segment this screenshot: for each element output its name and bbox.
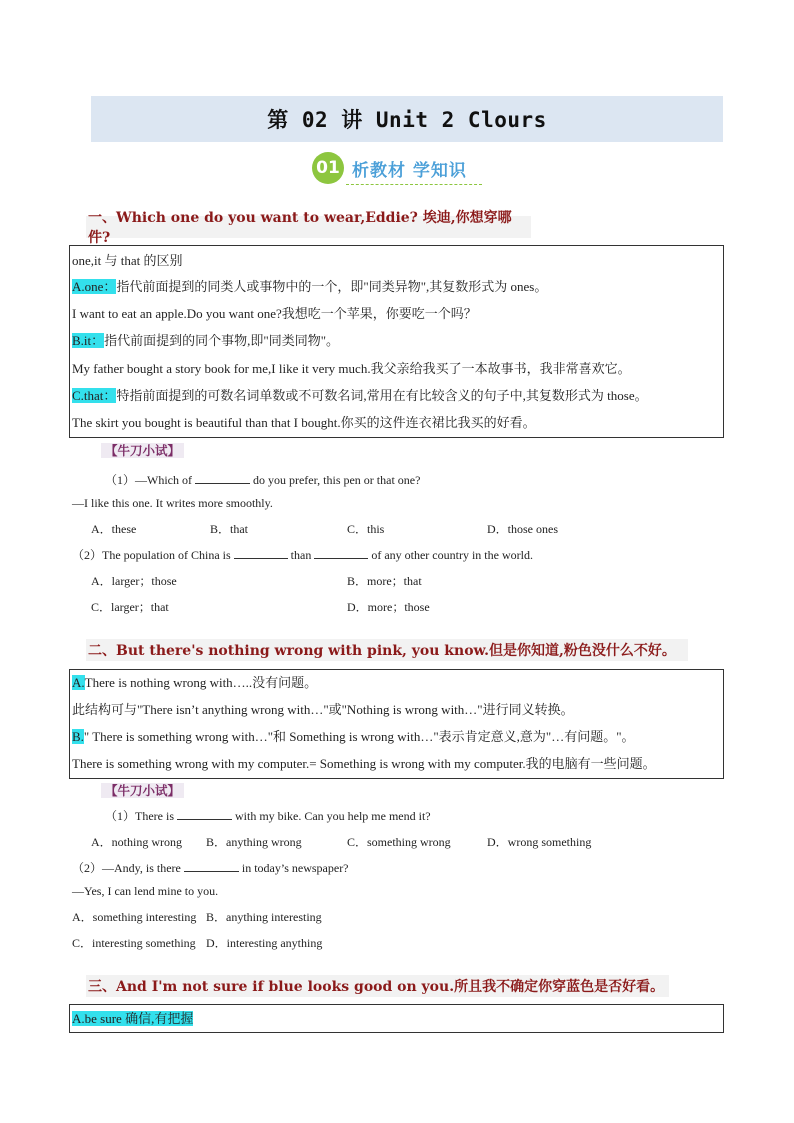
s2-q1-blank[interactable]: [177, 809, 232, 820]
s2-line-2: B." There is something wrong with…"和 Something is wrong with…"表示肯定意义,意为"…有问题。"。: [72, 729, 635, 744]
s2-q2: （2）—Andy, is there in today’s newspaper?: [72, 861, 349, 875]
badge-number: 01: [312, 152, 344, 184]
s1-q2-option-a[interactable]: A．larger；those: [91, 574, 177, 588]
s1-line-6: The skirt you bought is beautiful than that I bought.你买的这件连衣裙比我买的好看。: [72, 415, 536, 430]
s2-line-1: 此结构可与"There isn’t anything wrong with…"或"Nothing is wrong with…"进行同义转换。: [72, 702, 574, 717]
s1-line-3: B.it：指代前面提到的同个事物,即"同类同物"。: [72, 333, 340, 348]
s2-q2-option-d[interactable]: D．interesting anything: [206, 936, 323, 950]
s1-q1-reply: —I like this one. It writes more smoothly.: [72, 496, 273, 510]
lesson-title-banner: [91, 96, 723, 142]
s2-q1-option-d[interactable]: D．wrong something: [487, 835, 592, 849]
s2-q2-reply: —Yes, I can lend mine to you.: [72, 884, 219, 898]
s1-q1: （1）—Which of do you prefer, this pen or that one?: [105, 473, 421, 487]
s2-q2-option-b[interactable]: B．anything interesting: [206, 910, 322, 924]
s1-line-4: My father bought a story book for me,I like it very much.我父亲给我买了一本故事书，我非常喜欢它。: [72, 361, 631, 376]
s2-q1-option-b[interactable]: B．anything wrong: [206, 835, 302, 849]
s1-q1-option-a[interactable]: A．these: [91, 522, 137, 536]
s2-q2-blank[interactable]: [184, 861, 239, 872]
badge-underline: [346, 184, 482, 185]
s1-q2-blank-2[interactable]: [314, 548, 368, 559]
s2-q2-option-c[interactable]: C．interesting something: [72, 936, 196, 950]
s1-q1-blank[interactable]: [195, 473, 250, 484]
s1-q2-option-b[interactable]: B．more；that: [347, 574, 422, 588]
section2-trial-label: 【牛刀小试】: [101, 781, 184, 799]
section-badge: [312, 151, 467, 185]
section2-heading: 二、But there's nothing wrong with pink, you know.但是你知道,粉色没什么不好。: [86, 639, 688, 661]
s1-line-1: A.one：指代前面提到的同类人或事物中的一个，即"同类异物",其复数形式为 ones。: [72, 279, 548, 294]
badge-text: 析教材 学知识: [352, 160, 467, 181]
s1-line-2: I want to eat an apple.Do you want one?我想吃一个苹果，你要吃一个吗？: [72, 306, 477, 321]
s1-q2-option-d[interactable]: D．more；those: [347, 600, 430, 614]
s1-q2-option-c[interactable]: C．larger；that: [91, 600, 169, 614]
s1-q2: （2）The population of China is than of any other country in the world.: [72, 548, 533, 562]
section3-heading: 三、And I'm not sure if blue looks good on you.所且我不确定你穿蓝色是否好看。: [86, 975, 669, 997]
s1-q2-blank-1[interactable]: [234, 548, 288, 559]
lesson-title: 第 02 讲 Unit 2 Clours: [267, 108, 547, 132]
s2-q1: （1）There is with my bike. Can you help me mend it?: [105, 809, 431, 823]
s2-line-3: There is something wrong with my computer.= Something is wrong with my computer.我的电脑有一些问题。: [72, 756, 656, 771]
s2-line-0: A.There is nothing wrong with…..没有问题。: [72, 675, 318, 690]
s2-q1-option-a[interactable]: A．nothing wrong: [91, 835, 182, 849]
section1-trial-label: 【牛刀小试】: [101, 441, 184, 459]
s1-q1-option-d[interactable]: D．those ones: [487, 522, 558, 536]
s2-q1-option-c[interactable]: C．something wrong: [347, 835, 451, 849]
s1-q1-option-b[interactable]: B．that: [210, 522, 248, 536]
s2-q2-option-a[interactable]: A．something interesting: [72, 910, 197, 924]
s1-q1-option-c[interactable]: C．this: [347, 522, 385, 536]
section1-heading: 一、Which one do you want to wear,Eddie? 埃迪,你想穿哪件?: [86, 216, 531, 238]
s1-line-0: one,it 与 that 的区别: [72, 253, 183, 268]
s3-line-0: A.be sure 确信,有把握: [72, 1011, 194, 1026]
s1-line-5: C.that：特指前面提到的可数名词单数或不可数名词,常用在有比较含义的句子中,其复数形式为 those。: [72, 388, 648, 403]
